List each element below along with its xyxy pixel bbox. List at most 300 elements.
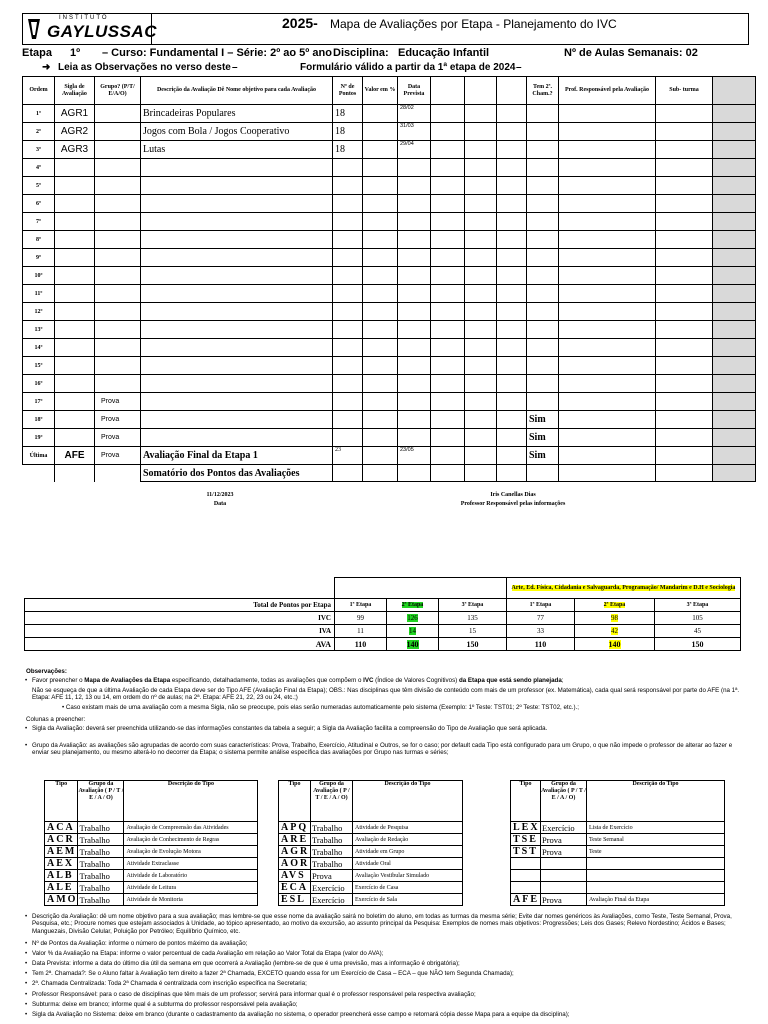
note-text: especificando, detalhadamente, todas as avaliações que compõem o bbox=[170, 677, 364, 684]
extra-cell bbox=[465, 411, 497, 429]
extra-cell bbox=[465, 357, 497, 375]
tipo-code: ECA bbox=[279, 882, 311, 894]
col-prof: Prof. Responsável pela Avaliação bbox=[559, 77, 656, 105]
extra-cell bbox=[497, 393, 527, 411]
valor-cell bbox=[363, 303, 398, 321]
value-cell-value: 14 bbox=[409, 627, 416, 635]
extra-cell bbox=[713, 429, 756, 447]
table-row bbox=[23, 393, 756, 411]
professor-cell bbox=[559, 141, 656, 159]
ordem-cell: 4º bbox=[23, 159, 55, 177]
valor-cell bbox=[363, 159, 398, 177]
grupo-cell bbox=[95, 123, 141, 141]
etapa-2-header-b-text: 2ª Etapa bbox=[603, 602, 626, 608]
grupo-cell bbox=[95, 249, 141, 267]
pontos-cell bbox=[333, 375, 363, 393]
professor-cell bbox=[559, 375, 656, 393]
extra-cell bbox=[431, 375, 465, 393]
sum-row bbox=[23, 465, 756, 482]
pontos-cell bbox=[333, 429, 363, 447]
col-extra-3 bbox=[497, 77, 527, 105]
pontos-cell bbox=[333, 285, 363, 303]
subturma-cell bbox=[656, 177, 713, 195]
descricao-cell bbox=[141, 357, 333, 375]
grupo-cell bbox=[95, 375, 141, 393]
tipo-grupo: Trabalho bbox=[311, 834, 353, 846]
extra-cell bbox=[713, 393, 756, 411]
grupo-cell bbox=[95, 339, 141, 357]
tipo-grupo: Trabalho bbox=[311, 846, 353, 858]
sigla-cell bbox=[55, 267, 95, 285]
note-text: (Índice de Valores Cognitivos) bbox=[373, 677, 459, 684]
grupo-cell bbox=[95, 105, 141, 123]
col-extra-1 bbox=[431, 77, 465, 105]
extra-cell bbox=[713, 213, 756, 231]
extra-cell bbox=[497, 303, 527, 321]
tem2-cell bbox=[527, 159, 559, 177]
tipo-code: AOR bbox=[279, 858, 311, 870]
blank-cell bbox=[55, 465, 95, 482]
descricao-cell: Brincadeiras Populares bbox=[141, 105, 333, 123]
extra-cell bbox=[497, 195, 527, 213]
subturma-cell bbox=[656, 105, 713, 123]
aulas-semanais: Nº de Aulas Semanais: 02 bbox=[564, 47, 698, 59]
pontos-cell bbox=[333, 249, 363, 267]
extra-cell bbox=[497, 285, 527, 303]
extra-cell bbox=[465, 429, 497, 447]
subturma-cell bbox=[656, 159, 713, 177]
totals-table bbox=[24, 577, 741, 651]
tipo-table-2 bbox=[278, 780, 463, 906]
tipo-row bbox=[279, 894, 463, 906]
professor-cell bbox=[559, 249, 656, 267]
extra-cell bbox=[497, 339, 527, 357]
descricao-cell bbox=[141, 231, 333, 249]
extra-cell bbox=[465, 285, 497, 303]
tipo-row bbox=[511, 846, 725, 858]
descricao-cell bbox=[141, 393, 333, 411]
tem2-cell bbox=[527, 141, 559, 159]
value-cell-value: 98 bbox=[611, 614, 618, 622]
col-data: Data Prevista bbox=[398, 77, 431, 105]
extra-cell bbox=[713, 321, 756, 339]
descricao-header: Descrição do Tipo bbox=[587, 781, 725, 822]
descricao-cell bbox=[141, 195, 333, 213]
sum-label: Somatório dos Pontos das Avaliações bbox=[141, 465, 333, 482]
sigla-cell bbox=[55, 411, 95, 429]
table-row bbox=[23, 447, 756, 465]
value-cell-value: 140 bbox=[406, 639, 419, 649]
tem2-cell bbox=[527, 249, 559, 267]
note-professor: • Professor Responsável: para o caso de disciplinas que têm mais de um professor; servirá para informar qual é o professor responsável pela respectiva avaliação; bbox=[32, 991, 476, 998]
ordem-cell: 11º bbox=[23, 285, 55, 303]
totals-row bbox=[25, 625, 741, 638]
professor-cell bbox=[559, 195, 656, 213]
value-cell: 105 bbox=[655, 612, 741, 625]
ordem-cell: 15º bbox=[23, 357, 55, 375]
subturma-cell bbox=[656, 285, 713, 303]
year: 2025- bbox=[282, 15, 318, 31]
pontos-cell: 18 bbox=[333, 123, 363, 141]
blank-cell bbox=[398, 465, 431, 482]
sigla-cell bbox=[55, 249, 95, 267]
tipo-table-3 bbox=[510, 780, 725, 906]
descricao-cell bbox=[141, 429, 333, 447]
signature-professor-label: Professor Responsável pelas informações bbox=[460, 501, 566, 507]
descricao-cell bbox=[141, 339, 333, 357]
col-sub: Sub- turma bbox=[656, 77, 713, 105]
totals-group-header-text: Arte, Ed. Física, Cidadania e Salvaguarda, Programação/ Mandarim e D.H e Sociologia bbox=[511, 584, 736, 591]
extra-cell bbox=[431, 177, 465, 195]
extra-cell bbox=[497, 375, 527, 393]
professor-cell bbox=[559, 357, 656, 375]
pontos-cell bbox=[333, 231, 363, 249]
tipo-descricao: Exercício de Sala bbox=[353, 894, 463, 906]
value-cell bbox=[387, 638, 439, 651]
disciplina-value: Educação Infantil bbox=[398, 47, 490, 59]
note-sigla-sistema: • Sigla da Avaliação no Sistema: deixe em branco (durante o cadastramento da avaliação no sistema, o operador preencherá esse campo e retornará cópia desse Mapa para a equipe da disciplina); bbox=[32, 1011, 570, 1018]
tipo-code: AEX bbox=[45, 858, 78, 870]
col-sigla: Sigla de Avaliação bbox=[55, 77, 95, 105]
pontos-cell: 18 bbox=[333, 105, 363, 123]
note-subturma: • Subturma: deixe em branco; informe qual é a subturma do professor responsável pela avaliação; bbox=[32, 1001, 298, 1008]
separator: – bbox=[516, 62, 522, 73]
extra-cell bbox=[431, 321, 465, 339]
tipo-grupo: Prova bbox=[311, 870, 353, 882]
pontos-cell bbox=[333, 213, 363, 231]
extra-cell bbox=[465, 195, 497, 213]
valor-cell bbox=[363, 231, 398, 249]
etapa-1-header-b: 1ª Etapa bbox=[507, 599, 575, 612]
signature-date: 11/12/2023 bbox=[206, 492, 234, 498]
extra-cell bbox=[713, 105, 756, 123]
value-cell: 110 bbox=[335, 638, 387, 651]
professor-cell bbox=[559, 321, 656, 339]
note-item bbox=[26, 725, 744, 732]
tipo-grupo: Exercício bbox=[541, 822, 587, 834]
data-cell bbox=[398, 213, 431, 231]
grupo-cell bbox=[95, 177, 141, 195]
extra-cell bbox=[465, 393, 497, 411]
col-tem2: Tem 2ª. Cham.? bbox=[527, 77, 559, 105]
value-cell bbox=[575, 625, 655, 638]
tipo-grupo: Trabalho bbox=[78, 882, 124, 894]
value-cell bbox=[387, 625, 439, 638]
table-row bbox=[23, 123, 756, 141]
extra-cell bbox=[431, 105, 465, 123]
col-valor: Valor em % bbox=[363, 77, 398, 105]
tipo-table-1 bbox=[44, 780, 258, 906]
value-cell: 135 bbox=[439, 612, 507, 625]
subturma-cell bbox=[656, 141, 713, 159]
subturma-cell bbox=[656, 195, 713, 213]
sigla-cell bbox=[55, 321, 95, 339]
extra-cell bbox=[465, 123, 497, 141]
note-item bbox=[26, 1001, 744, 1008]
professor-cell bbox=[559, 339, 656, 357]
totals-row bbox=[25, 638, 741, 651]
subturma-cell bbox=[656, 231, 713, 249]
professor-cell bbox=[559, 411, 656, 429]
note-descricao: • Descrição da Avaliação: dê um nome objetivo para a sua avaliação; mas lembre-se que esse nome da avaliação sairá no boletim do aluno, em todas as turmas da mesma série; Evite dar nomes genéricos às Avaliações, como Teste, Teste Semanal, Prova, Pesquisa, etc.; Procure nomes que estejam associados à Unidade, ao tópico apresentado, ao motivo da excursão, ao assunto principal da Pesquisa: Exemplos de nomes mais objetivos: Progressões; Leis dos Gases; Relevo Nordestino; Ácidos e Bases; Manguezais, Divisão Celular, Poluição por Petróleo; Equilíbrio Químico, etc. bbox=[32, 913, 732, 935]
extra-cell bbox=[431, 357, 465, 375]
valor-cell bbox=[363, 249, 398, 267]
professor-cell bbox=[559, 105, 656, 123]
extra-cell bbox=[497, 213, 527, 231]
sigla-cell: AFE bbox=[55, 447, 95, 465]
tipo-row bbox=[511, 834, 725, 846]
ordem-cell: 1º bbox=[23, 105, 55, 123]
tipo-descricao: Avaliação Final da Etapa bbox=[587, 894, 725, 906]
subturma-cell bbox=[656, 375, 713, 393]
subturma-cell bbox=[656, 447, 713, 465]
note-item bbox=[26, 950, 744, 957]
extra-cell bbox=[465, 303, 497, 321]
subturma-cell bbox=[656, 339, 713, 357]
data-cell: 29/04 bbox=[398, 141, 431, 159]
subturma-cell bbox=[656, 357, 713, 375]
ordem-cell: 17º bbox=[23, 393, 55, 411]
extra-cell bbox=[497, 447, 527, 465]
grupo-header: Grupo da Avaliação ( P / T / E / A / O) bbox=[541, 781, 587, 822]
sigla-cell bbox=[55, 303, 95, 321]
tem2-cell bbox=[527, 267, 559, 285]
tipo-descricao: Avaliação de Redação bbox=[353, 834, 463, 846]
ordem-cell: 5º bbox=[23, 177, 55, 195]
totals-row-label: IVA bbox=[25, 625, 335, 638]
tem2-cell bbox=[527, 375, 559, 393]
tipo-row bbox=[279, 846, 463, 858]
blank-cell bbox=[95, 465, 141, 482]
table-row bbox=[23, 231, 756, 249]
extra-cell bbox=[497, 267, 527, 285]
blank-cell bbox=[559, 465, 656, 482]
blank-cell bbox=[656, 465, 713, 482]
note-item bbox=[26, 980, 744, 987]
descricao-cell bbox=[141, 411, 333, 429]
note-text: ; bbox=[561, 677, 564, 684]
note-grupo: • Grupo da Avaliação: as avaliações são agrupadas de acordo com suas características: Prova, Trabalho, Exercício, Atitudinal e Outros, se for o caso; por default cada Tipo está configurado para um Grupo, o que não impede o professor de alterar ao fazer e enviar seu planejamento, ou mesmo alterá-lo no decorrer da Etapa; o sistema permite análise específica das avaliações por Grupo nas turmas e séries; bbox=[32, 742, 733, 757]
tipo-row bbox=[45, 870, 258, 882]
professor-cell bbox=[559, 231, 656, 249]
blank-cell bbox=[23, 465, 55, 482]
col-grupo: Grupo? (P/T/ E/A/O) bbox=[95, 77, 141, 105]
extra-cell bbox=[465, 141, 497, 159]
value-cell bbox=[575, 612, 655, 625]
table-row bbox=[23, 159, 756, 177]
extra-cell bbox=[431, 411, 465, 429]
tipo-descricao: Atividade Extraclasse bbox=[124, 858, 258, 870]
pontos-cell bbox=[333, 357, 363, 375]
tipo-descricao bbox=[587, 882, 725, 894]
data-cell: 31/03 bbox=[398, 123, 431, 141]
descricao-cell: Lutas bbox=[141, 141, 333, 159]
pontos-cell bbox=[333, 303, 363, 321]
tipo-code: ALE bbox=[45, 882, 78, 894]
table-row bbox=[23, 339, 756, 357]
tipo-descricao: Avaliação de Compreensão das Atividades bbox=[124, 822, 258, 834]
descricao-cell bbox=[141, 267, 333, 285]
ordem-cell: 12º bbox=[23, 303, 55, 321]
data-cell bbox=[398, 177, 431, 195]
tipo-row bbox=[45, 834, 258, 846]
value-cell: 15 bbox=[439, 625, 507, 638]
tipo-grupo: Prova bbox=[541, 834, 587, 846]
etapa-1-header: 1ª Etapa bbox=[335, 599, 387, 612]
data-cell bbox=[398, 285, 431, 303]
ordem-cell: 3º bbox=[23, 141, 55, 159]
sigla-cell: AGR3 bbox=[55, 141, 95, 159]
note-item bbox=[26, 742, 744, 757]
tipo-descricao: Avaliação de Conhecimento de Regras bbox=[124, 834, 258, 846]
subturma-cell bbox=[656, 267, 713, 285]
extra-cell bbox=[713, 159, 756, 177]
table-row bbox=[23, 249, 756, 267]
tipo-descricao: Atividade Oral bbox=[353, 858, 463, 870]
table-row bbox=[23, 303, 756, 321]
subturma-cell bbox=[656, 123, 713, 141]
extra-cell bbox=[465, 159, 497, 177]
professor-cell bbox=[559, 267, 656, 285]
ordem-cell: 10º bbox=[23, 267, 55, 285]
pontos-cell bbox=[333, 267, 363, 285]
data-cell: 23/05 bbox=[398, 447, 431, 465]
grupo-cell bbox=[95, 321, 141, 339]
tipo-descricao: Atividade em Grupo bbox=[353, 846, 463, 858]
pontos-cell bbox=[333, 321, 363, 339]
tipo-row bbox=[45, 882, 258, 894]
extra-cell bbox=[713, 375, 756, 393]
ordem-cell: 7º bbox=[23, 213, 55, 231]
totals-blank bbox=[335, 578, 507, 599]
professor-cell bbox=[559, 285, 656, 303]
grupo-cell: Prova bbox=[95, 411, 141, 429]
valor-cell bbox=[363, 213, 398, 231]
tem2-cell bbox=[527, 231, 559, 249]
ordem-cell: Última bbox=[23, 447, 55, 465]
tem2-cell bbox=[527, 285, 559, 303]
separator: – bbox=[232, 62, 238, 73]
totals-group-header bbox=[507, 578, 741, 599]
data-cell bbox=[398, 267, 431, 285]
extra-cell bbox=[497, 321, 527, 339]
tem2-cell bbox=[527, 177, 559, 195]
value-cell-value: 140 bbox=[608, 639, 621, 649]
descricao-cell bbox=[141, 375, 333, 393]
subturma-cell bbox=[656, 429, 713, 447]
note-data: • Data Prevista: informe a data do último dia útil da semana em que ocorrerá a Avaliação (lembre-se de que é uma previsão, mas a informação é obrigatória); bbox=[32, 960, 460, 967]
tipo-descricao bbox=[587, 870, 725, 882]
tipo-descricao: Atividade de Pesquisa bbox=[353, 822, 463, 834]
descricao-cell: Avaliação Final da Etapa 1 bbox=[141, 447, 333, 465]
extra-cell bbox=[465, 447, 497, 465]
tem2-cell: Sim bbox=[527, 429, 559, 447]
ordem-cell: 19º bbox=[23, 429, 55, 447]
tipo-descricao: Teste bbox=[587, 846, 725, 858]
tipo-grupo: Trabalho bbox=[78, 894, 124, 906]
note-item bbox=[26, 970, 744, 977]
extra-cell bbox=[465, 213, 497, 231]
subturma-cell bbox=[656, 213, 713, 231]
disciplina-label: Disciplina: bbox=[333, 47, 389, 59]
note-item bbox=[26, 991, 744, 998]
note-text: Mapa de Avaliações da Etapa bbox=[84, 677, 171, 684]
extra-cell bbox=[465, 231, 497, 249]
valor-cell bbox=[363, 177, 398, 195]
etapa-2-header bbox=[387, 599, 439, 612]
extra-cell bbox=[497, 411, 527, 429]
tipo-descricao: Atividade de Leitura bbox=[124, 882, 258, 894]
tipo-grupo: Prova bbox=[541, 846, 587, 858]
colunas-title: Colunas a preencher: bbox=[26, 716, 86, 723]
extra-cell bbox=[713, 195, 756, 213]
extra-cell bbox=[713, 249, 756, 267]
data-cell bbox=[398, 303, 431, 321]
table-row bbox=[23, 267, 756, 285]
tipo-grupo bbox=[541, 870, 587, 882]
grupo-cell bbox=[95, 195, 141, 213]
sigla-cell bbox=[55, 213, 95, 231]
valor-cell bbox=[363, 357, 398, 375]
note-text: IVC bbox=[363, 677, 374, 684]
sigla-cell: AGR1 bbox=[55, 105, 95, 123]
data-cell: 28/02 bbox=[398, 105, 431, 123]
observacoes-title: Observações: bbox=[26, 668, 67, 675]
etapa-3-header: 3ª Etapa bbox=[439, 599, 507, 612]
extra-cell bbox=[713, 177, 756, 195]
extra-cell bbox=[497, 123, 527, 141]
sigla-cell: AGR2 bbox=[55, 123, 95, 141]
pontos-cell bbox=[333, 177, 363, 195]
subturma-cell bbox=[656, 249, 713, 267]
note-text: da Etapa que está sendo planejada bbox=[458, 677, 562, 684]
tem2-cell bbox=[527, 195, 559, 213]
blank-cell bbox=[527, 465, 559, 482]
totals-label: Total de Pontos por Etapa bbox=[25, 599, 335, 612]
tipo-row bbox=[45, 846, 258, 858]
extra-cell bbox=[431, 141, 465, 159]
tem2-cell: Sim bbox=[527, 411, 559, 429]
tem2-cell bbox=[527, 393, 559, 411]
etapa-value: 1º bbox=[70, 47, 81, 59]
table-row bbox=[23, 411, 756, 429]
extra-cell bbox=[497, 429, 527, 447]
extra-cell bbox=[431, 285, 465, 303]
tipo-row bbox=[279, 834, 463, 846]
professor-cell bbox=[559, 393, 656, 411]
extra-cell bbox=[465, 249, 497, 267]
extra-cell bbox=[431, 249, 465, 267]
col-ordem: Ordem bbox=[23, 77, 55, 105]
professor-cell bbox=[559, 159, 656, 177]
note-pontos: • Nº de Pontos da Avaliação: informe o número de pontos máximo da avaliação; bbox=[32, 940, 248, 947]
tipo-grupo: Trabalho bbox=[78, 870, 124, 882]
title-box bbox=[150, 13, 749, 45]
professor-cell bbox=[559, 303, 656, 321]
extra-cell bbox=[713, 231, 756, 249]
etapa-2-header-b bbox=[575, 599, 655, 612]
tipo-grupo: Exercício bbox=[311, 882, 353, 894]
extra-cell bbox=[497, 357, 527, 375]
value-cell: 150 bbox=[439, 638, 507, 651]
grupo-cell bbox=[95, 231, 141, 249]
table-row bbox=[23, 177, 756, 195]
tipo-descricao: Avaliação de Evolução Motora bbox=[124, 846, 258, 858]
totals-row-label: AVA bbox=[25, 638, 335, 651]
table-row bbox=[23, 141, 756, 159]
tem2-cell bbox=[527, 123, 559, 141]
table-row bbox=[23, 429, 756, 447]
